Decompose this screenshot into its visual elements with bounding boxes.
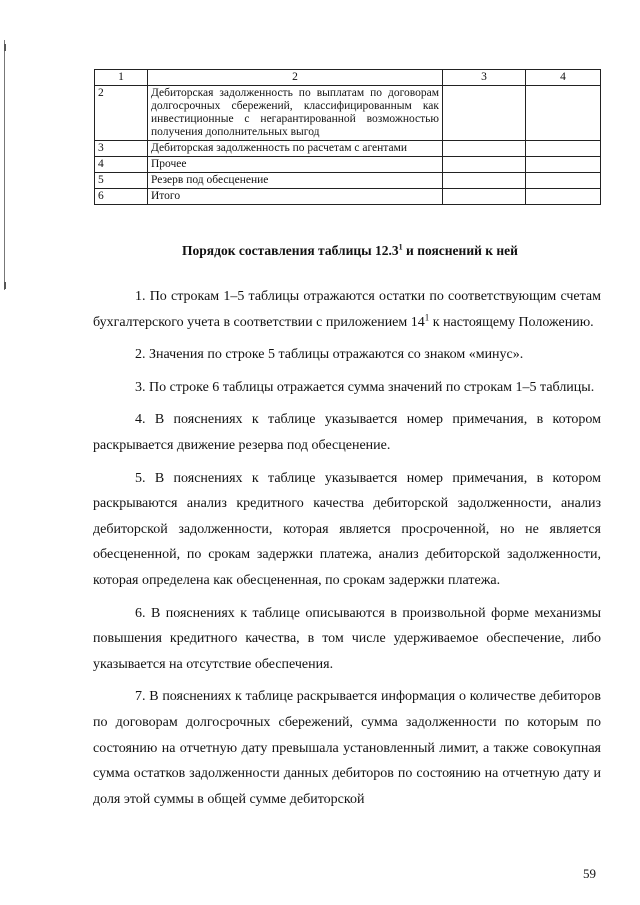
row-cell [526,141,601,157]
margin-rule [4,40,5,290]
margin-tick [4,282,6,289]
column-header: 2 [148,70,443,86]
table-header-row [95,70,601,86]
paragraph-2: 2. Значения по строке 5 таблицы отражаются со знаком «минус». [135,347,524,363]
row-text: Дебиторская задолженность по выплатам по договорам долгосрочных сбережений, классифицированным как инвестиционные с негарантированной возможностью получения дополнительных выгод [148,86,443,141]
row-text: Дебиторская задолженность по расчетам с агентами [148,141,443,157]
section-heading [100,243,600,259]
heading-superscript: 1 [398,242,403,252]
paragraph-3: 3. По строке 6 таблицы отражается сумма значений по строкам 1–5 таблицы. [135,379,595,395]
row-number: 3 [95,141,148,157]
paragraph-1 [93,284,601,335]
table-row [95,86,601,141]
row-number: 4 [95,157,148,173]
row-cell [443,157,526,173]
row-text: Резерв под обесценение [148,173,443,189]
table-row [95,157,601,173]
row-cell [443,86,526,141]
paragraph-4: 4. В пояснениях к таблице указывается номер примечания, в котором раскрывается движение резерва под обесценение. [93,412,601,453]
row-cell [526,189,601,205]
row-cell [526,86,601,141]
row-cell [443,173,526,189]
row-text: Прочее [148,157,443,173]
heading-text-end: и пояснений к ней [402,243,518,258]
table-row [95,141,601,157]
row-text: Итого [148,189,443,205]
row-cell [443,189,526,205]
row-number: 2 [95,86,148,141]
margin-tick [4,44,6,51]
paragraph-5: 5. В пояснениях к таблице указывается номер примечания, в котором раскрываются анализ кредитного качества дебиторской задолженности, анализ дебиторской задолженности, которая является просроченной, но не является обесцененной, по срокам задержки платежа, анализ дебиторской задолженности, которая определена как обесцененная, по срокам задержки платежа. [93,470,601,588]
paragraph-6: 6. В пояснениях к таблице описываются в произвольной форме механизмы повышения кредитного качества, в том числе удерживаемое обеспечение, либо указывается на отсутствие обеспечения. [93,605,601,672]
row-cell [526,173,601,189]
column-header: 3 [443,70,526,86]
column-header: 4 [526,70,601,86]
paragraph-1-superscript: 1 [424,311,430,322]
data-table [94,69,601,205]
table-row [95,189,601,205]
paragraph-1-text-end: к настоящему Положению. [429,314,594,330]
paragraph-7: 7. В пояснениях к таблице раскрывается информация о количестве дебиторов по договорам долгосрочных сбережений, сумма задолженности по которым по состоянию на отчетную дату превышала установленный лимит, а также совокупная сумма остатков задолженности данных дебиторов по состоянию на отчетную дату и доля этой суммы в общей сумме дебиторской [93,689,601,807]
page-number: 59 [583,866,596,881]
column-header: 1 [95,70,148,86]
heading-text: Порядок составления таблицы 12.3 [182,243,399,258]
table-row [95,173,601,189]
row-cell [526,157,601,173]
row-number: 6 [95,189,148,205]
paragraph-1-text: 1. По строкам 1–5 таблицы отражаются остатки по соответствующим счетам бухгалтерского учета в соответствии с приложением 14 [93,289,601,330]
body-text [93,284,601,819]
row-number: 5 [95,173,148,189]
row-cell [443,141,526,157]
